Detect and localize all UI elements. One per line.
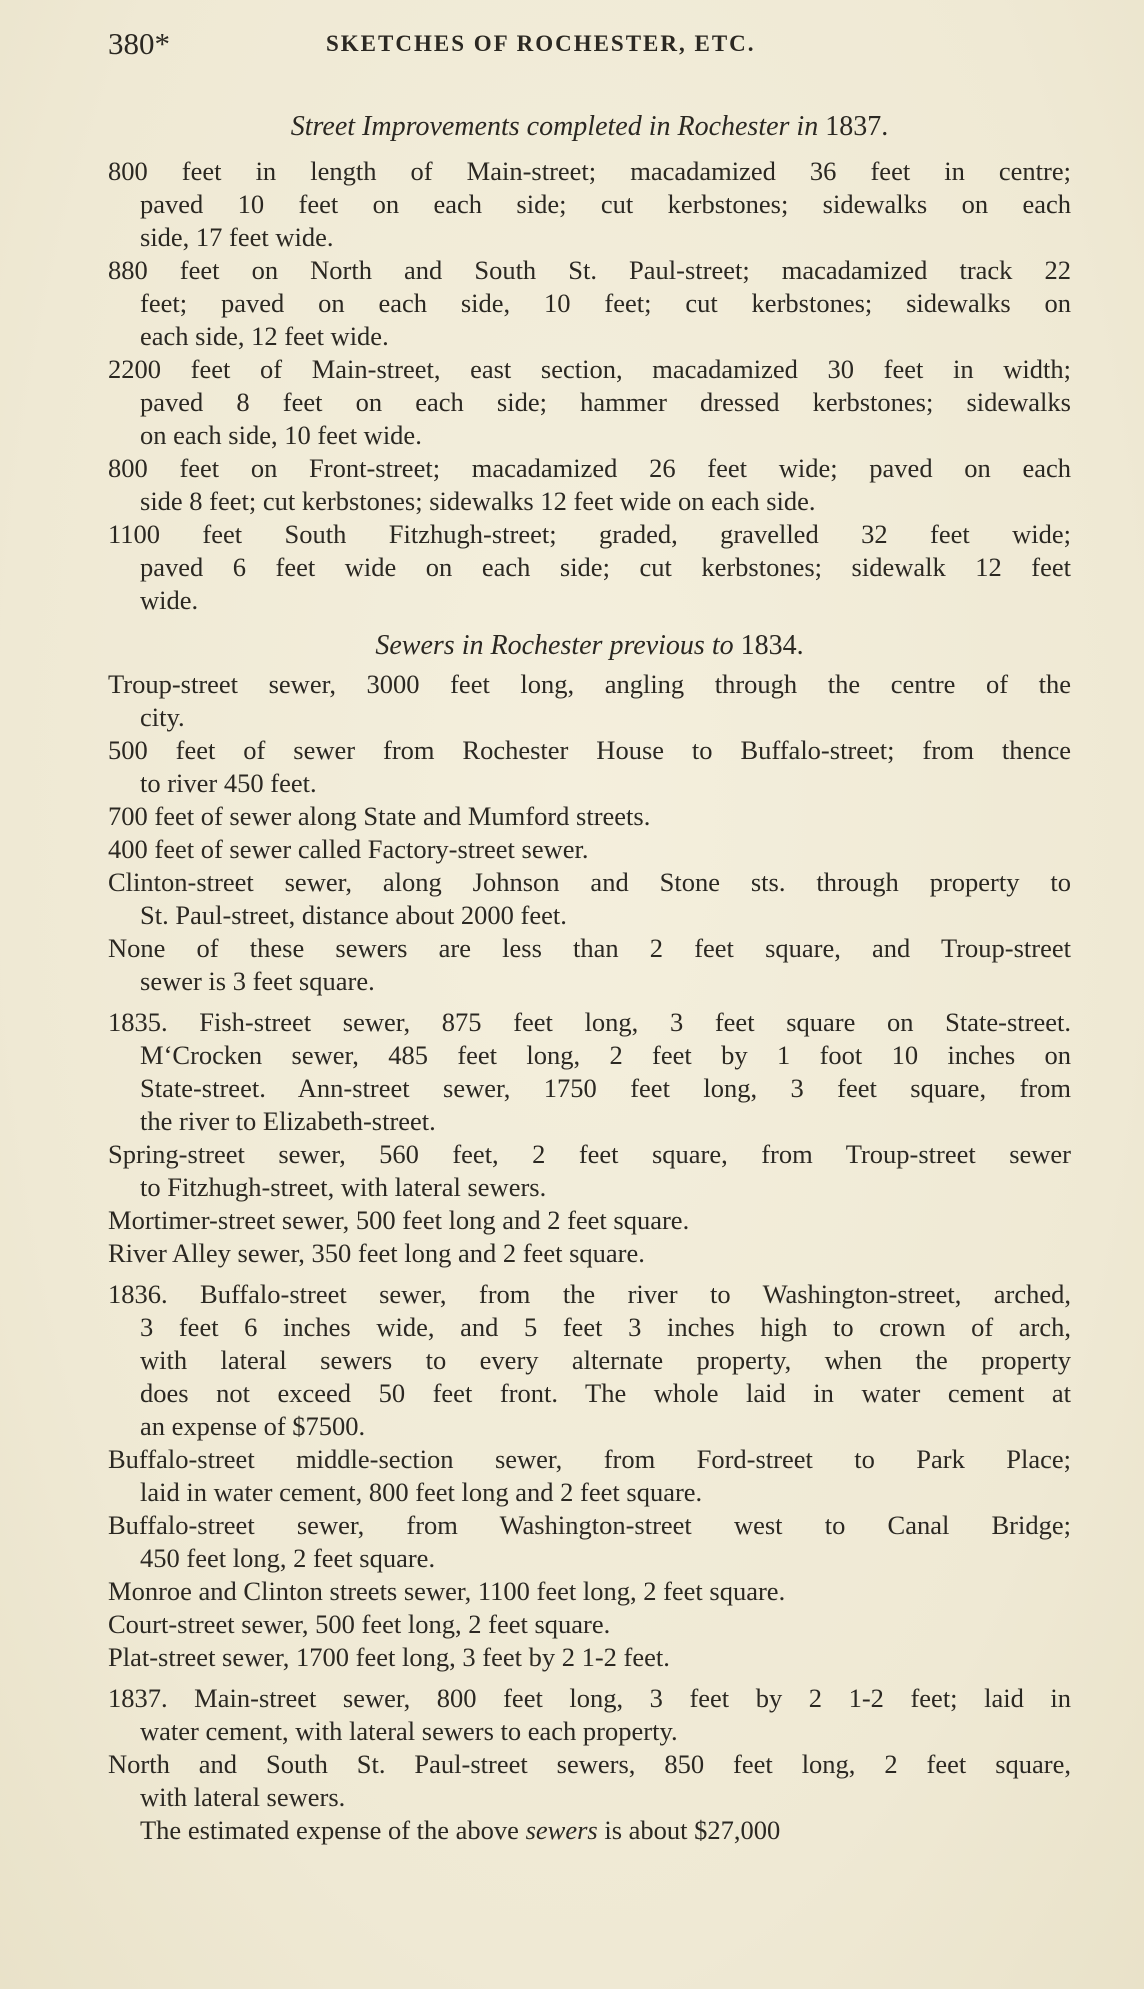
text-line: 800 feet in length of Main-street; macadamized 36 feet in centre; xyxy=(108,156,1071,186)
entry-group xyxy=(108,155,1071,617)
text-line: M‘Crocken sewer, 485 feet long, 2 feet by 1 foot 10 inches on xyxy=(140,1040,1071,1070)
closing-text: The estimated expense of the above xyxy=(140,1815,526,1845)
text-line: Spring-street sewer, 560 feet, 2 feet square, from Troup-street sewer xyxy=(108,1139,1071,1169)
list-item xyxy=(108,1006,1071,1138)
text-line: River Alley sewer, 350 feet long and 2 feet square. xyxy=(108,1238,645,1268)
list-item xyxy=(108,1237,1071,1270)
section-heading-year: 1837. xyxy=(825,111,889,142)
entry-group xyxy=(108,1006,1071,1270)
text-line: water cement, with lateral sewers to each property. xyxy=(140,1716,678,1746)
text-line: does not exceed 50 feet front. The whole laid in water cement at xyxy=(140,1378,1071,1408)
text-line: 3 feet 6 inches wide, and 5 feet 3 inches high to crown of arch, xyxy=(140,1312,1071,1342)
list-item xyxy=(108,155,1071,254)
entry-group xyxy=(108,1278,1071,1674)
list-item xyxy=(108,800,1071,833)
text-line: North and South St. Paul-street sewers, 850 feet long, 2 feet square, xyxy=(108,1749,1071,1779)
list-item xyxy=(108,1278,1071,1443)
list-item xyxy=(108,254,1071,353)
section-heading xyxy=(108,629,1071,662)
text-line: 1836. Buffalo-street sewer, from the river to Washington-street, arched, xyxy=(108,1279,1071,1309)
text-line: 1837. Main-street sewer, 800 feet long, 3 feet by 2 1-2 feet; laid in xyxy=(108,1683,1071,1713)
text-line: to Fitzhugh-street, with lateral sewers. xyxy=(140,1172,547,1202)
text-line: paved 6 feet wide on each side; cut kerbstones; sidewalk 12 feet xyxy=(140,552,1071,582)
section-heading-year: 1834. xyxy=(740,630,804,661)
text-line: with lateral sewers. xyxy=(140,1782,346,1812)
text-line: 880 feet on North and South St. Paul-street; macadamized track 22 xyxy=(108,255,1071,285)
text-line: side 8 feet; cut kerbstones; sidewalks 12 feet wide on each side. xyxy=(140,486,816,516)
list-item xyxy=(108,866,1071,932)
text-line: St. Paul-street, distance about 2000 feet. xyxy=(140,900,567,930)
text-line: Mortimer-street sewer, 500 feet long and 2 feet square. xyxy=(108,1205,690,1235)
text-line: laid in water cement, 800 feet long and 2 feet square. xyxy=(140,1477,703,1507)
page-body xyxy=(108,110,1071,1847)
closing-italic: sewers xyxy=(525,1815,598,1845)
entry-group xyxy=(108,668,1071,998)
text-line: 500 feet of sewer from Rochester House to Buffalo-street; from thence xyxy=(108,735,1071,765)
section-heading xyxy=(108,110,1071,143)
text-line: side, 17 feet wide. xyxy=(140,222,334,252)
section-heading-italic: Street Improvements completed in Rochester in xyxy=(290,111,819,142)
text-line: 400 feet of sewer called Factory-street sewer. xyxy=(108,834,589,864)
text-line: each side, 12 feet wide. xyxy=(140,321,389,351)
text-line: wide. xyxy=(140,585,199,615)
page-number: 380* xyxy=(108,26,170,61)
section-heading-italic: Sewers in Rochester previous to xyxy=(375,630,734,661)
list-item xyxy=(108,518,1071,617)
closing-note xyxy=(108,1814,1071,1847)
text-line: 1100 feet South Fitzhugh-street; graded, gravelled 32 feet wide; xyxy=(108,519,1071,549)
list-item xyxy=(108,1204,1071,1237)
text-line: Troup-street sewer, 3000 feet long, angling through the centre of the xyxy=(108,669,1071,699)
text-line: to river 450 feet. xyxy=(140,768,317,798)
list-item xyxy=(108,1748,1071,1814)
text-line: Clinton-street sewer, along Johnson and Stone sts. through property to xyxy=(108,867,1071,897)
text-line: 700 feet of sewer along State and Mumford streets. xyxy=(108,801,651,831)
list-item xyxy=(108,1575,1071,1608)
text-line: Buffalo-street middle-section sewer, from Ford-street to Park Place; xyxy=(108,1444,1071,1474)
text-line: city. xyxy=(140,702,185,732)
entry-group xyxy=(108,1682,1071,1814)
text-line: on each side, 10 feet wide. xyxy=(140,420,422,450)
running-head xyxy=(108,24,1071,64)
text-line: feet; paved on each side, 10 feet; cut kerbstones; sidewalks on xyxy=(140,288,1071,318)
list-item xyxy=(108,1682,1071,1748)
list-item xyxy=(108,1138,1071,1204)
text-line: Buffalo-street sewer, from Washington-street west to Canal Bridge; xyxy=(108,1510,1071,1540)
text-line: sewer is 3 feet square. xyxy=(140,966,375,996)
text-line: paved 10 feet on each side; cut kerbstones; sidewalks on each xyxy=(140,189,1071,219)
text-line: Monroe and Clinton streets sewer, 1100 feet long, 2 feet square. xyxy=(108,1576,786,1606)
list-item xyxy=(108,932,1071,998)
text-line: State-street. Ann-street sewer, 1750 feet long, 3 feet square, from xyxy=(140,1073,1071,1103)
text-line: 1835. Fish-street sewer, 875 feet long, 3 feet square on State-street. xyxy=(108,1007,1071,1037)
list-item xyxy=(108,668,1071,734)
text-line: with lateral sewers to every alternate property, when the property xyxy=(140,1345,1071,1375)
text-line: an expense of $7500. xyxy=(140,1411,366,1441)
text-line: paved 8 feet on each side; hammer dressed kerbstones; sidewalks xyxy=(140,387,1071,417)
text-line: 2200 feet of Main-street, east section, macadamized 30 feet in width; xyxy=(108,354,1071,384)
list-item xyxy=(108,452,1071,518)
text-line: None of these sewers are less than 2 feet square, and Troup-street xyxy=(108,933,1071,963)
list-item xyxy=(108,1443,1071,1509)
list-item xyxy=(108,353,1071,452)
list-item xyxy=(108,833,1071,866)
closing-text: is about $27,000 xyxy=(597,1815,781,1845)
text-line: Court-street sewer, 500 feet long, 2 feet square. xyxy=(108,1609,611,1639)
list-item xyxy=(108,734,1071,800)
text-line: 800 feet on Front-street; macadamized 26 feet wide; paved on each xyxy=(108,453,1071,483)
list-item xyxy=(108,1608,1071,1641)
list-item xyxy=(108,1509,1071,1575)
list-item xyxy=(108,1641,1071,1674)
text-line: Plat-street sewer, 1700 feet long, 3 feet by 2 1-2 feet. xyxy=(108,1642,670,1672)
text-line: 450 feet long, 2 feet square. xyxy=(140,1543,436,1573)
running-title: SKETCHES OF ROCHESTER, ETC. xyxy=(326,31,756,56)
text-line: the river to Elizabeth-street. xyxy=(140,1106,436,1136)
